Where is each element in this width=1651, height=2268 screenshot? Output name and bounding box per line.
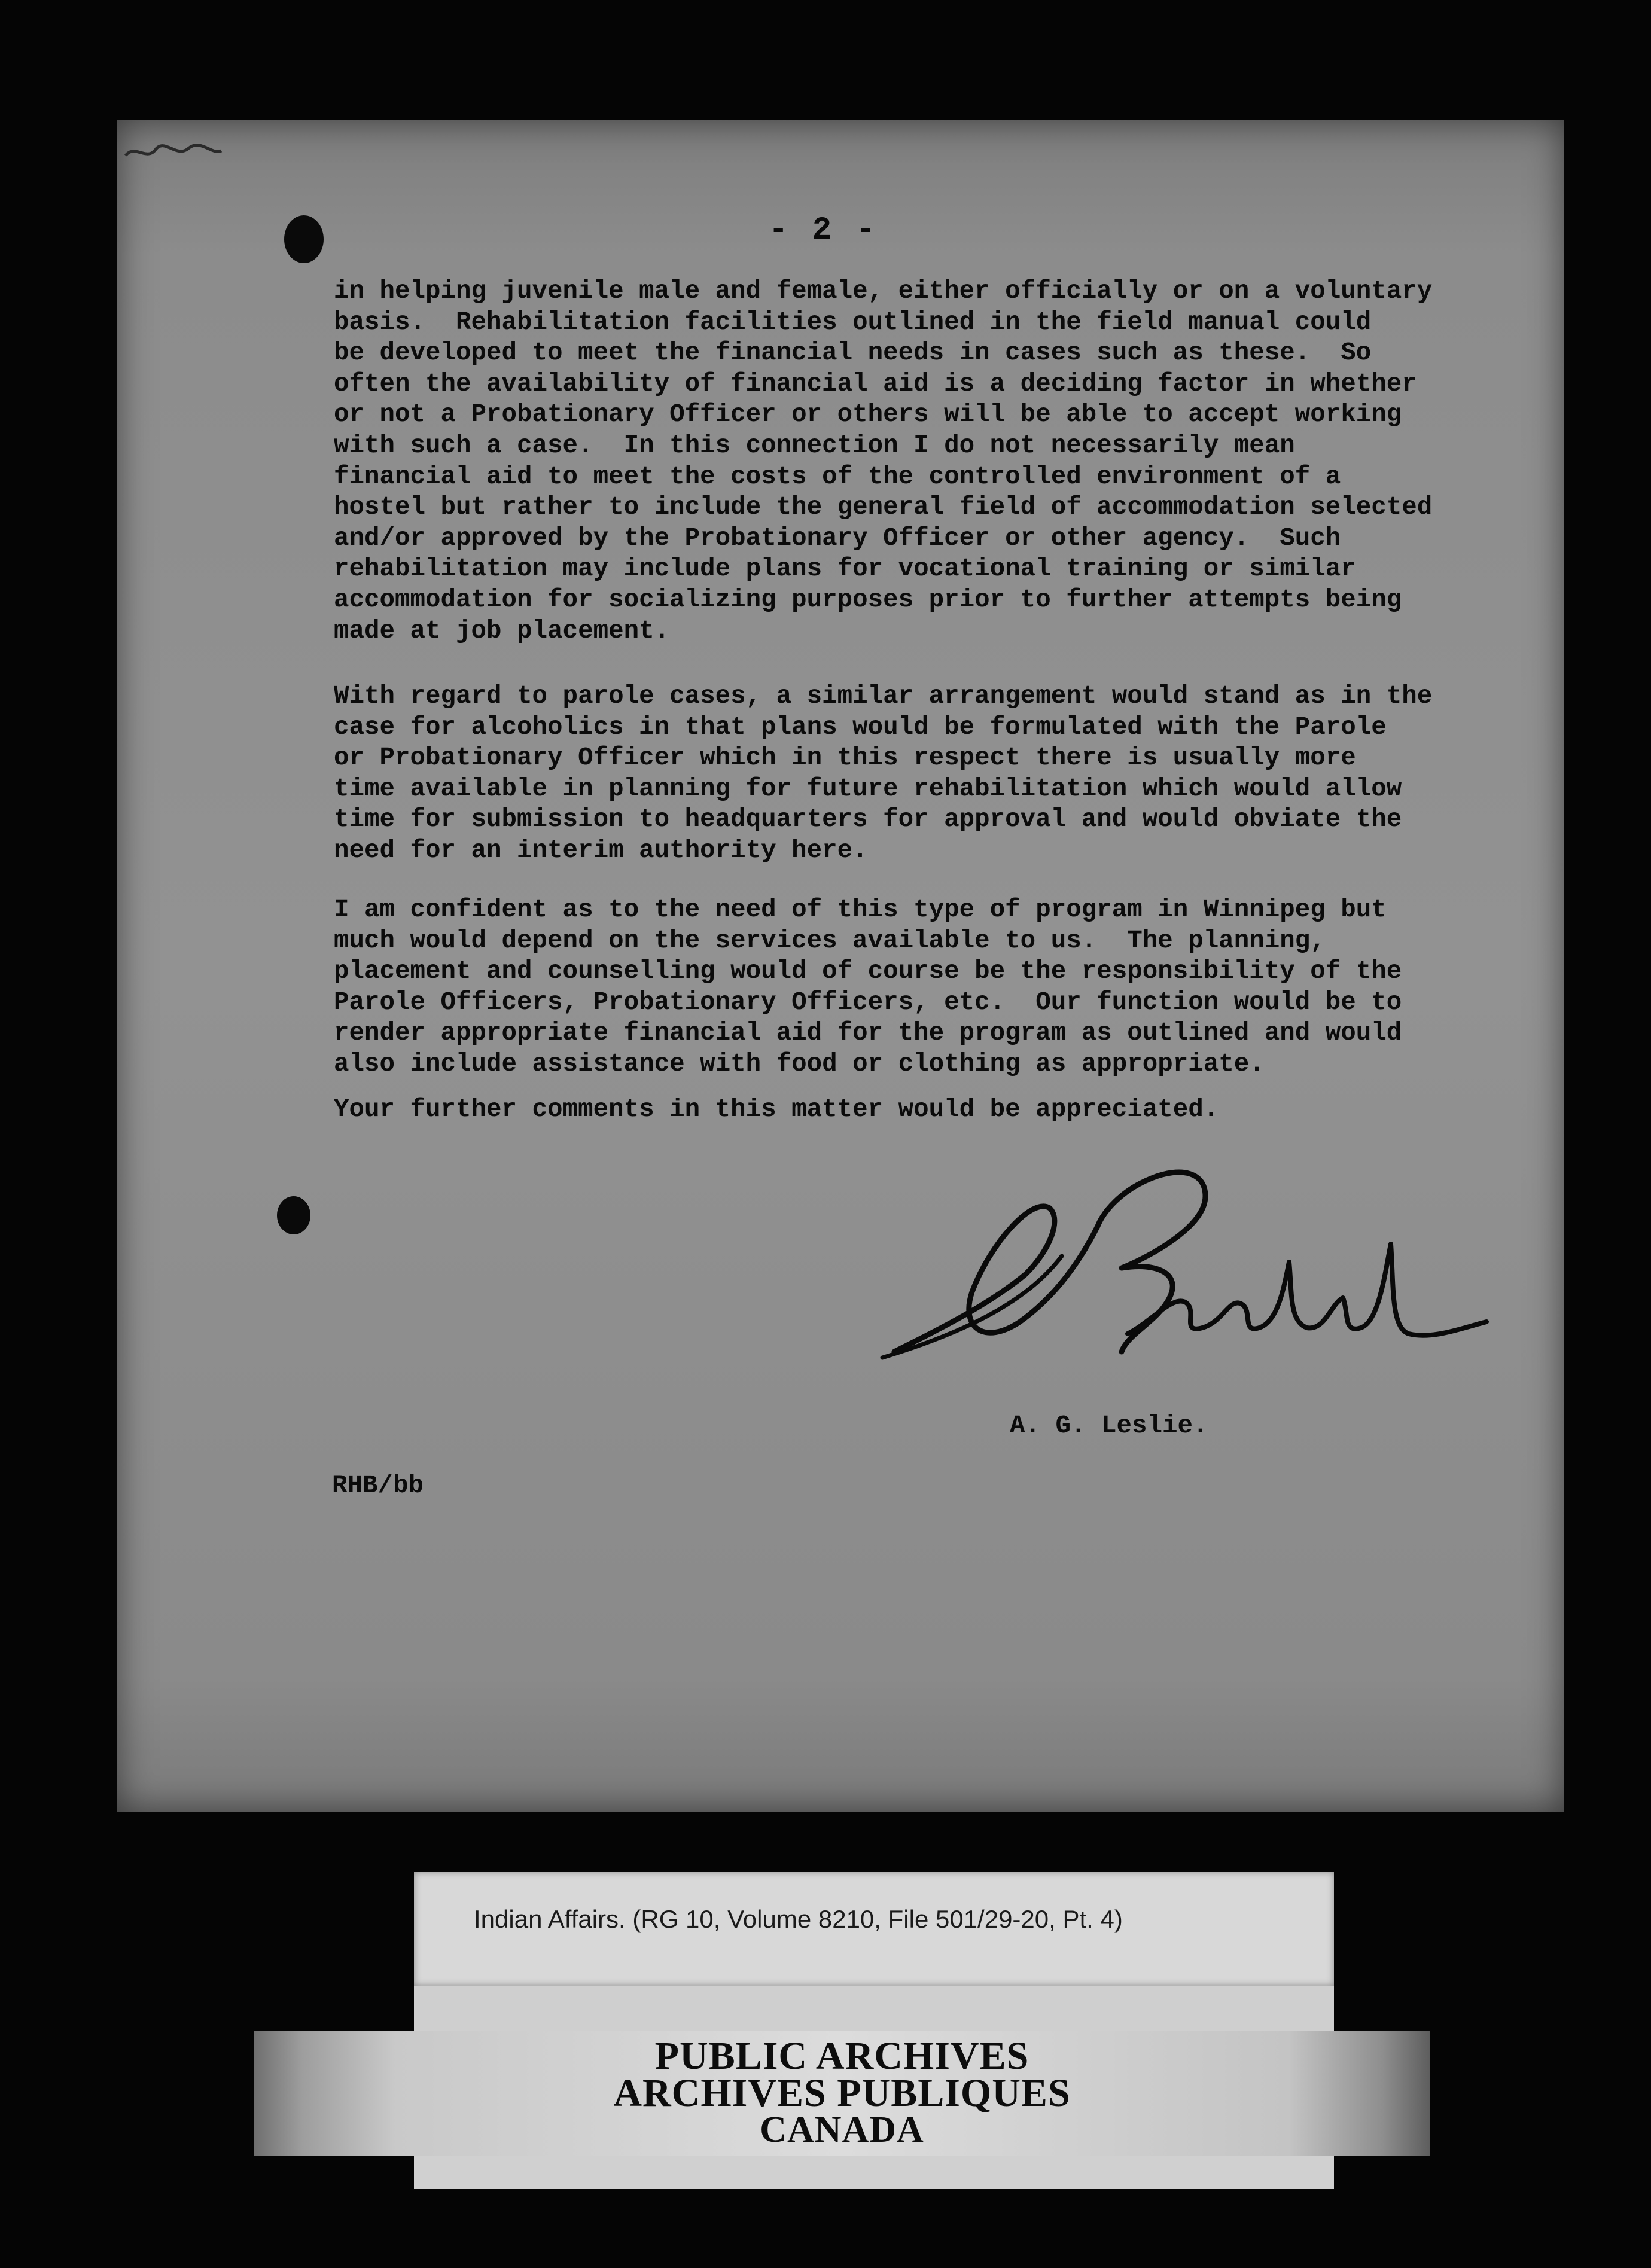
- stamp-line-2: ARCHIVES PUBLIQUES: [613, 2071, 1071, 2115]
- body-paragraph-1: in helping juvenile male and female, either officially or on a voluntary basis. Rehabilitation facilities outlined in the field manual could be developed to meet the financial needs in cases such as these. So often the availability of financial aid is a deciding factor in whether or not a Probationary Officer or others will be able to accept working with such a case. In this connection I do not necessarily mean financial aid to meet the costs of the controlled environment of a hostel but rather to include the general field of accommodation selected and/or approved by the Probationary Officer or other agency. Such rehabilitation may include plans for vocational training or similar accommodation for socializing purposes prior to further attempts being made at job placement.: [334, 277, 1433, 645]
- body-paragraph-3: I am confident as to the need of this type of program in Winnipeg but much would depend on the services available to us. The planning, placement and counselling would of course be the responsibility of the Parole Officers, Probationary Officers, etc. Our function would be to render appropriate financial aid for the program as outlined and would also include assistance with food or clothing as appropriate.: [334, 895, 1402, 1078]
- punch-hole-middle: [277, 1196, 310, 1234]
- signatory-name: A. G. Leslie.: [1010, 1412, 1208, 1440]
- stamp-line-3: CANADA: [760, 2110, 924, 2150]
- handwritten-signature: [870, 1154, 1498, 1406]
- caption-card-lower: [414, 1986, 1334, 2034]
- stamp-line-1: PUBLIC ARCHIVES: [654, 2034, 1029, 2078]
- archive-caption-card: [414, 1872, 1334, 1986]
- page-number: - 2 -: [769, 212, 878, 249]
- archive-stamp-band: [254, 2031, 1430, 2156]
- body-paragraph-2: With regard to parole cases, a similar arrangement would stand as in the case for alcoholics in that plans would be formulated with the Parole or Probationary Officer which in this respect there is usually more time available in planning for future rehabilitation which would allow time for submission to headquarters for approval and would obviate the need for an interim authority here.: [334, 682, 1433, 865]
- punch-hole-top: [284, 215, 324, 263]
- archive-strip-bottom: [414, 2156, 1334, 2189]
- closing-line: Your further comments in this matter would be appreciated.: [334, 1095, 1219, 1124]
- reference-initials: RHB/bb: [332, 1471, 424, 1500]
- archive-caption: Indian Affairs. (RG 10, Volume 8210, File 501/29-20, Pt. 4): [474, 1905, 1123, 1933]
- handwritten-mark: [123, 138, 224, 167]
- letter-page: [117, 120, 1564, 1812]
